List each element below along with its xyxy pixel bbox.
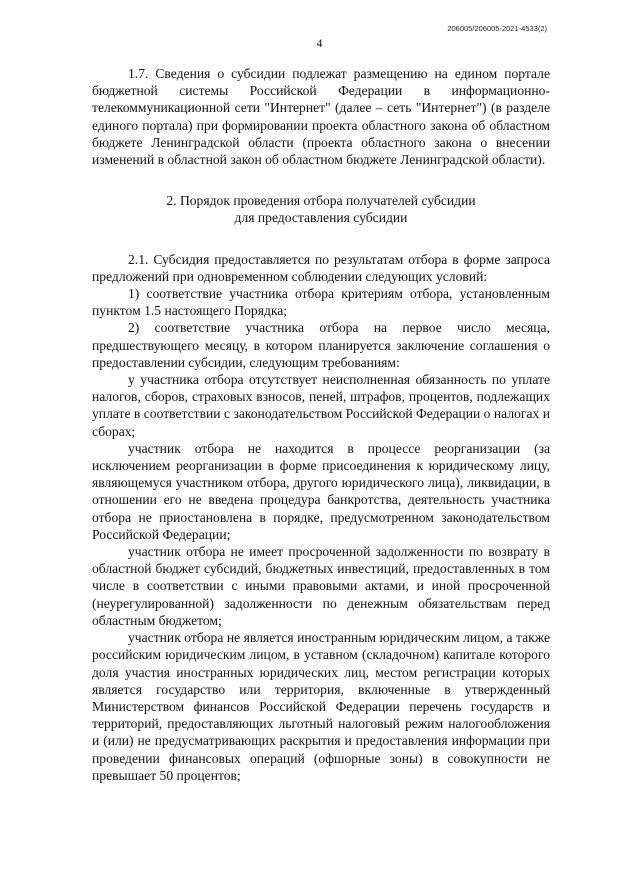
heading-line: для предоставления субсидии — [234, 210, 408, 226]
paragraph: 2.1. Субсидия предоставляется по результатам отбора в форме запроса предложений при одновременном соблюдении следующих условий: — [92, 251, 550, 284]
paragraph: участник отбора не находится в процессе реорганизации (за исключением реорганизации в форме присоединения к юридическому лицу, являющемуся участником отбора, другого юридического лица), ликвидации, в отношении его не введена процедура банкротства, деятельность участника отбора не приостановлена в порядке, предусмотренном законодательством Российской Федерации; — [92, 440, 550, 542]
paragraph: 2) соответствие участника отбора на первое число месяца, предшествующего месяцу, в котором планируется заключение соглашения о предоставлении субсидии, следующим требованиям: — [92, 320, 550, 370]
paragraph: участник отбора не имеет просроченной задолженности по возврату в областной бюджет субсидий, бюджетных инвестиций, предоставленных в том числе в соответствии с иными правовыми актами, и иной просроченной (неурегулированной) задолженности по денежным обязательствам перед областным бюджетом; — [92, 544, 550, 628]
paragraph: у участника отбора отсутствует неисполненная обязанность по уплате налогов, сборов, страховых взносов, пеней, штрафов, процентов, подлежащих уплате в соответствии с законодательством Российской Федерации о налогах и сборах; — [92, 372, 550, 439]
page-number: 4 — [316, 38, 323, 50]
heading-line: 2. Порядок проведения отбора получателей субсидии — [166, 193, 476, 209]
document-body — [92, 65, 550, 784]
paragraph: участник отбора не является иностранным юридическим лицом, а также российским юридическим лицом, в уставном (складочном) капитале которого доля участия иностранных юридических лиц, местом регистрации которых является государство или территория, включенные в утвержденный Министерством финансов Российской Федерации перечень государств и территорий, предоставляющих льготный налоговый режим налогообложения и (или) не предусматривающих раскрытия и предоставления информации при проведении финансовых операций (офшорные зоны) в совокупности не превышает 50 процентов; — [92, 630, 550, 783]
section-heading — [92, 192, 550, 226]
paragraph: 1.7. Сведения о субсидии подлежат размещению на едином портале бюджетной системы Российской Федерации в информационно-телекоммуникационной сети "Интернет" (далее – сеть "Интернет") (в разделе единого портала) при формировании проекта областного закона об областном бюджете Ленинградской области (проекта областного закона о внесении изменений в областной закон об областном бюджете Ленинградской области). — [92, 66, 550, 168]
document-id: 206005/206005-2021-4533(2) — [447, 24, 547, 33]
paragraph: 1) соответствие участника отбора критериям отбора, установленным пунктом 1.5 настоящего Порядка; — [92, 286, 550, 319]
